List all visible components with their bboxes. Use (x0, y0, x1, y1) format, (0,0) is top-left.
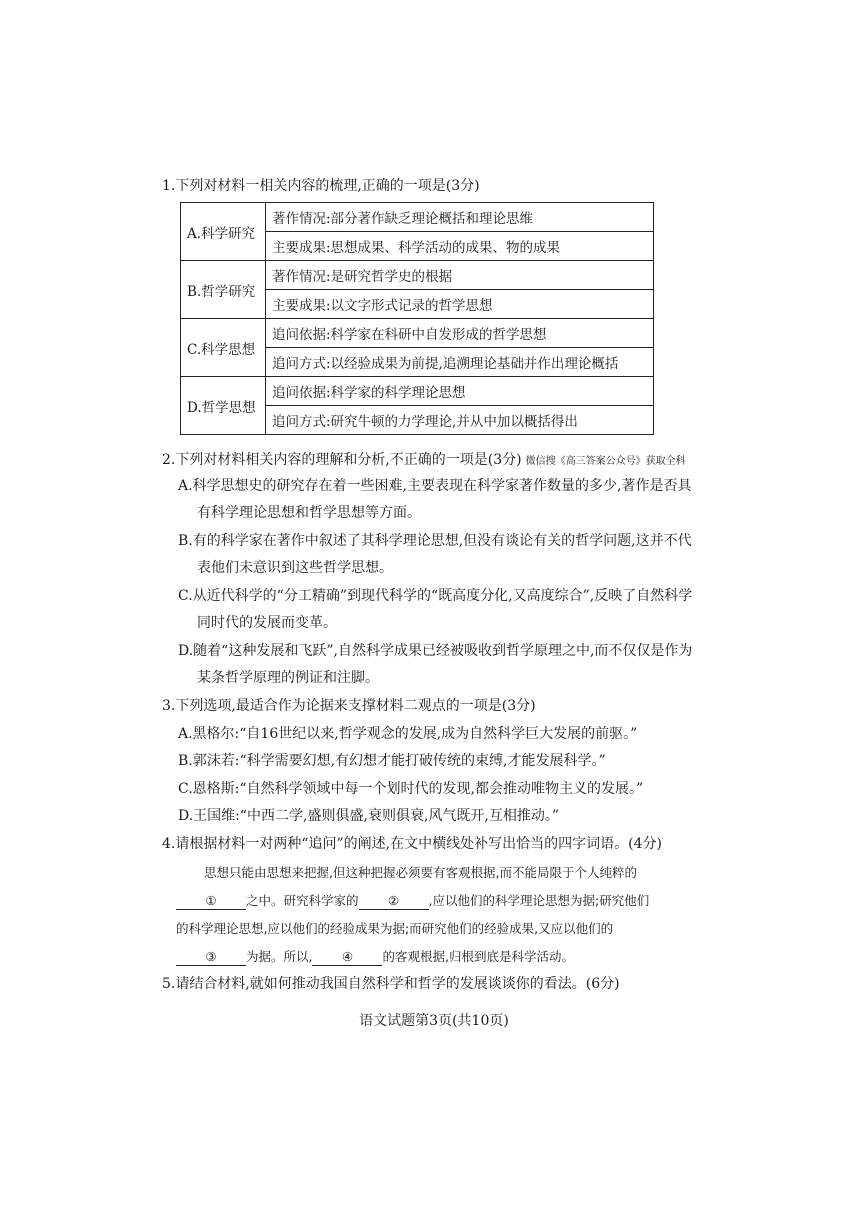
passage-text: 的客观根据,归根到底是科学活动。 (382, 949, 574, 964)
answer-blank-4[interactable]: ④ (312, 949, 382, 966)
table-category: C.科学思想 (181, 319, 266, 377)
watermark-note: 微信搜《高三答案公众号》获取全科 (525, 456, 686, 467)
question-2-stem (162, 450, 686, 472)
table-row (181, 203, 654, 232)
option-2c-line2: 同时代的发展而变革。 (197, 615, 337, 631)
option-3c: C.恩格斯:“自然科学领域中每一个划时代的发现,都会推动唯物主义的发展。” (178, 781, 644, 797)
table-category: D.哲学思想 (181, 377, 266, 435)
table-row (181, 319, 654, 348)
table-row (181, 261, 654, 290)
question-2-text: 2.下列对材料相关内容的理解和分析,不正确的一项是(3分) (162, 452, 522, 468)
passage-text: 之中。研究科学家的 (246, 893, 359, 908)
table-cell: 著作情况:是研究哲学史的根据 (266, 261, 654, 290)
page-footer: 语文试题第3页(共10页) (359, 1013, 509, 1029)
question-4-stem: 4.请根据材料一对两种“追问”的阐述,在文中横线处补写出恰当的四字词语。(4分) (162, 836, 662, 852)
table-cell: 追问方式:以经验成果为前提,追溯理论基础并作出理论概括 (266, 348, 654, 377)
table-category: A.科学研究 (181, 203, 266, 261)
table-cell: 著作情况:部分著作缺乏理论概括和理论思维 (266, 203, 654, 232)
passage-line-3: 的科学理论思想,应以他们的经验成果为据;而研究他们的经验成果,又应以他们的 (176, 921, 614, 936)
passage-line-2 (176, 891, 649, 911)
passage-line-1: 思想只能由思想来把握,但这种把握必须要有客观根据,而不能局限于个人纯粹的 (204, 865, 637, 880)
answer-blank-1[interactable]: ① (176, 893, 246, 910)
passage-line-4 (176, 947, 574, 967)
option-2d-line1: D.随着“这种发展和飞跃”,自然科学成果已经被吸收到哲学原理之中,而不仅仅是作为 (178, 643, 693, 659)
question-3-stem: 3.下列选项,最适合作为论据来支撑材料二观点的一项是(3分) (162, 698, 536, 714)
option-2c-line1: C.从近代科学的“分工精确”到现代科学的“既高度分化,又高度综合”,反映了自然科学 (178, 588, 693, 604)
option-3b: B.郭沫若:“科学需要幻想,有幻想才能打破传统的束缚,才能发展科学。” (178, 753, 606, 769)
question-5-stem: 5.请结合材料,就如何推动我国自然科学和哲学的发展谈谈你的看法。(6分) (162, 976, 620, 992)
table-cell: 主要成果:以文字形式记录的哲学思想 (266, 290, 654, 319)
table-cell: 追问依据:科学家在科研中自发形成的哲学思想 (266, 319, 654, 348)
option-2b-line1: B.有的科学家在著作中叙述了其科学理论思想,但没有谈论有关的哲学问题,这并不代 (178, 533, 692, 549)
answer-blank-2[interactable]: ② (359, 893, 429, 910)
option-2a-line2: 有科学理论思想和哲学思想等方面。 (197, 505, 421, 521)
answer-blank-3[interactable]: ③ (176, 949, 246, 966)
table-category: B.哲学研究 (181, 261, 266, 319)
table-cell: 主要成果:思想成果、科学活动的成果、物的成果 (266, 232, 654, 261)
option-2a-line1: A.科学思想史的研究存在着一些困难,主要表现在科学家著作数量的多少,著作是否具 (178, 478, 692, 494)
option-3a: A.黑格尔:“自16世纪以来,哲学观念的发展,成为自然科学巨大发展的前驱。” (178, 726, 638, 742)
table-row (181, 377, 654, 406)
option-3d: D.王国维:“中西二学,盛则俱盛,衰则俱衰,风气既开,互相推动。” (178, 808, 560, 824)
passage-text: 为据。所以, (246, 949, 313, 964)
question-1-stem: 1.下列对材料一相关内容的梳理,正确的一项是(3分) (162, 178, 480, 194)
option-2b-line2: 表他们未意识到这些哲学思想。 (197, 560, 393, 576)
table-cell: 追问依据:科学家的科学理论思想 (266, 377, 654, 406)
option-2d-line2: 某条哲学原理的例证和注脚。 (197, 670, 379, 686)
table-cell: 追问方式:研究牛顿的力学理论,并从中加以概括得出 (266, 406, 654, 435)
question-1-table (180, 202, 654, 435)
passage-text: ,应以他们的科学理论思想为据;研究他们 (428, 893, 650, 908)
